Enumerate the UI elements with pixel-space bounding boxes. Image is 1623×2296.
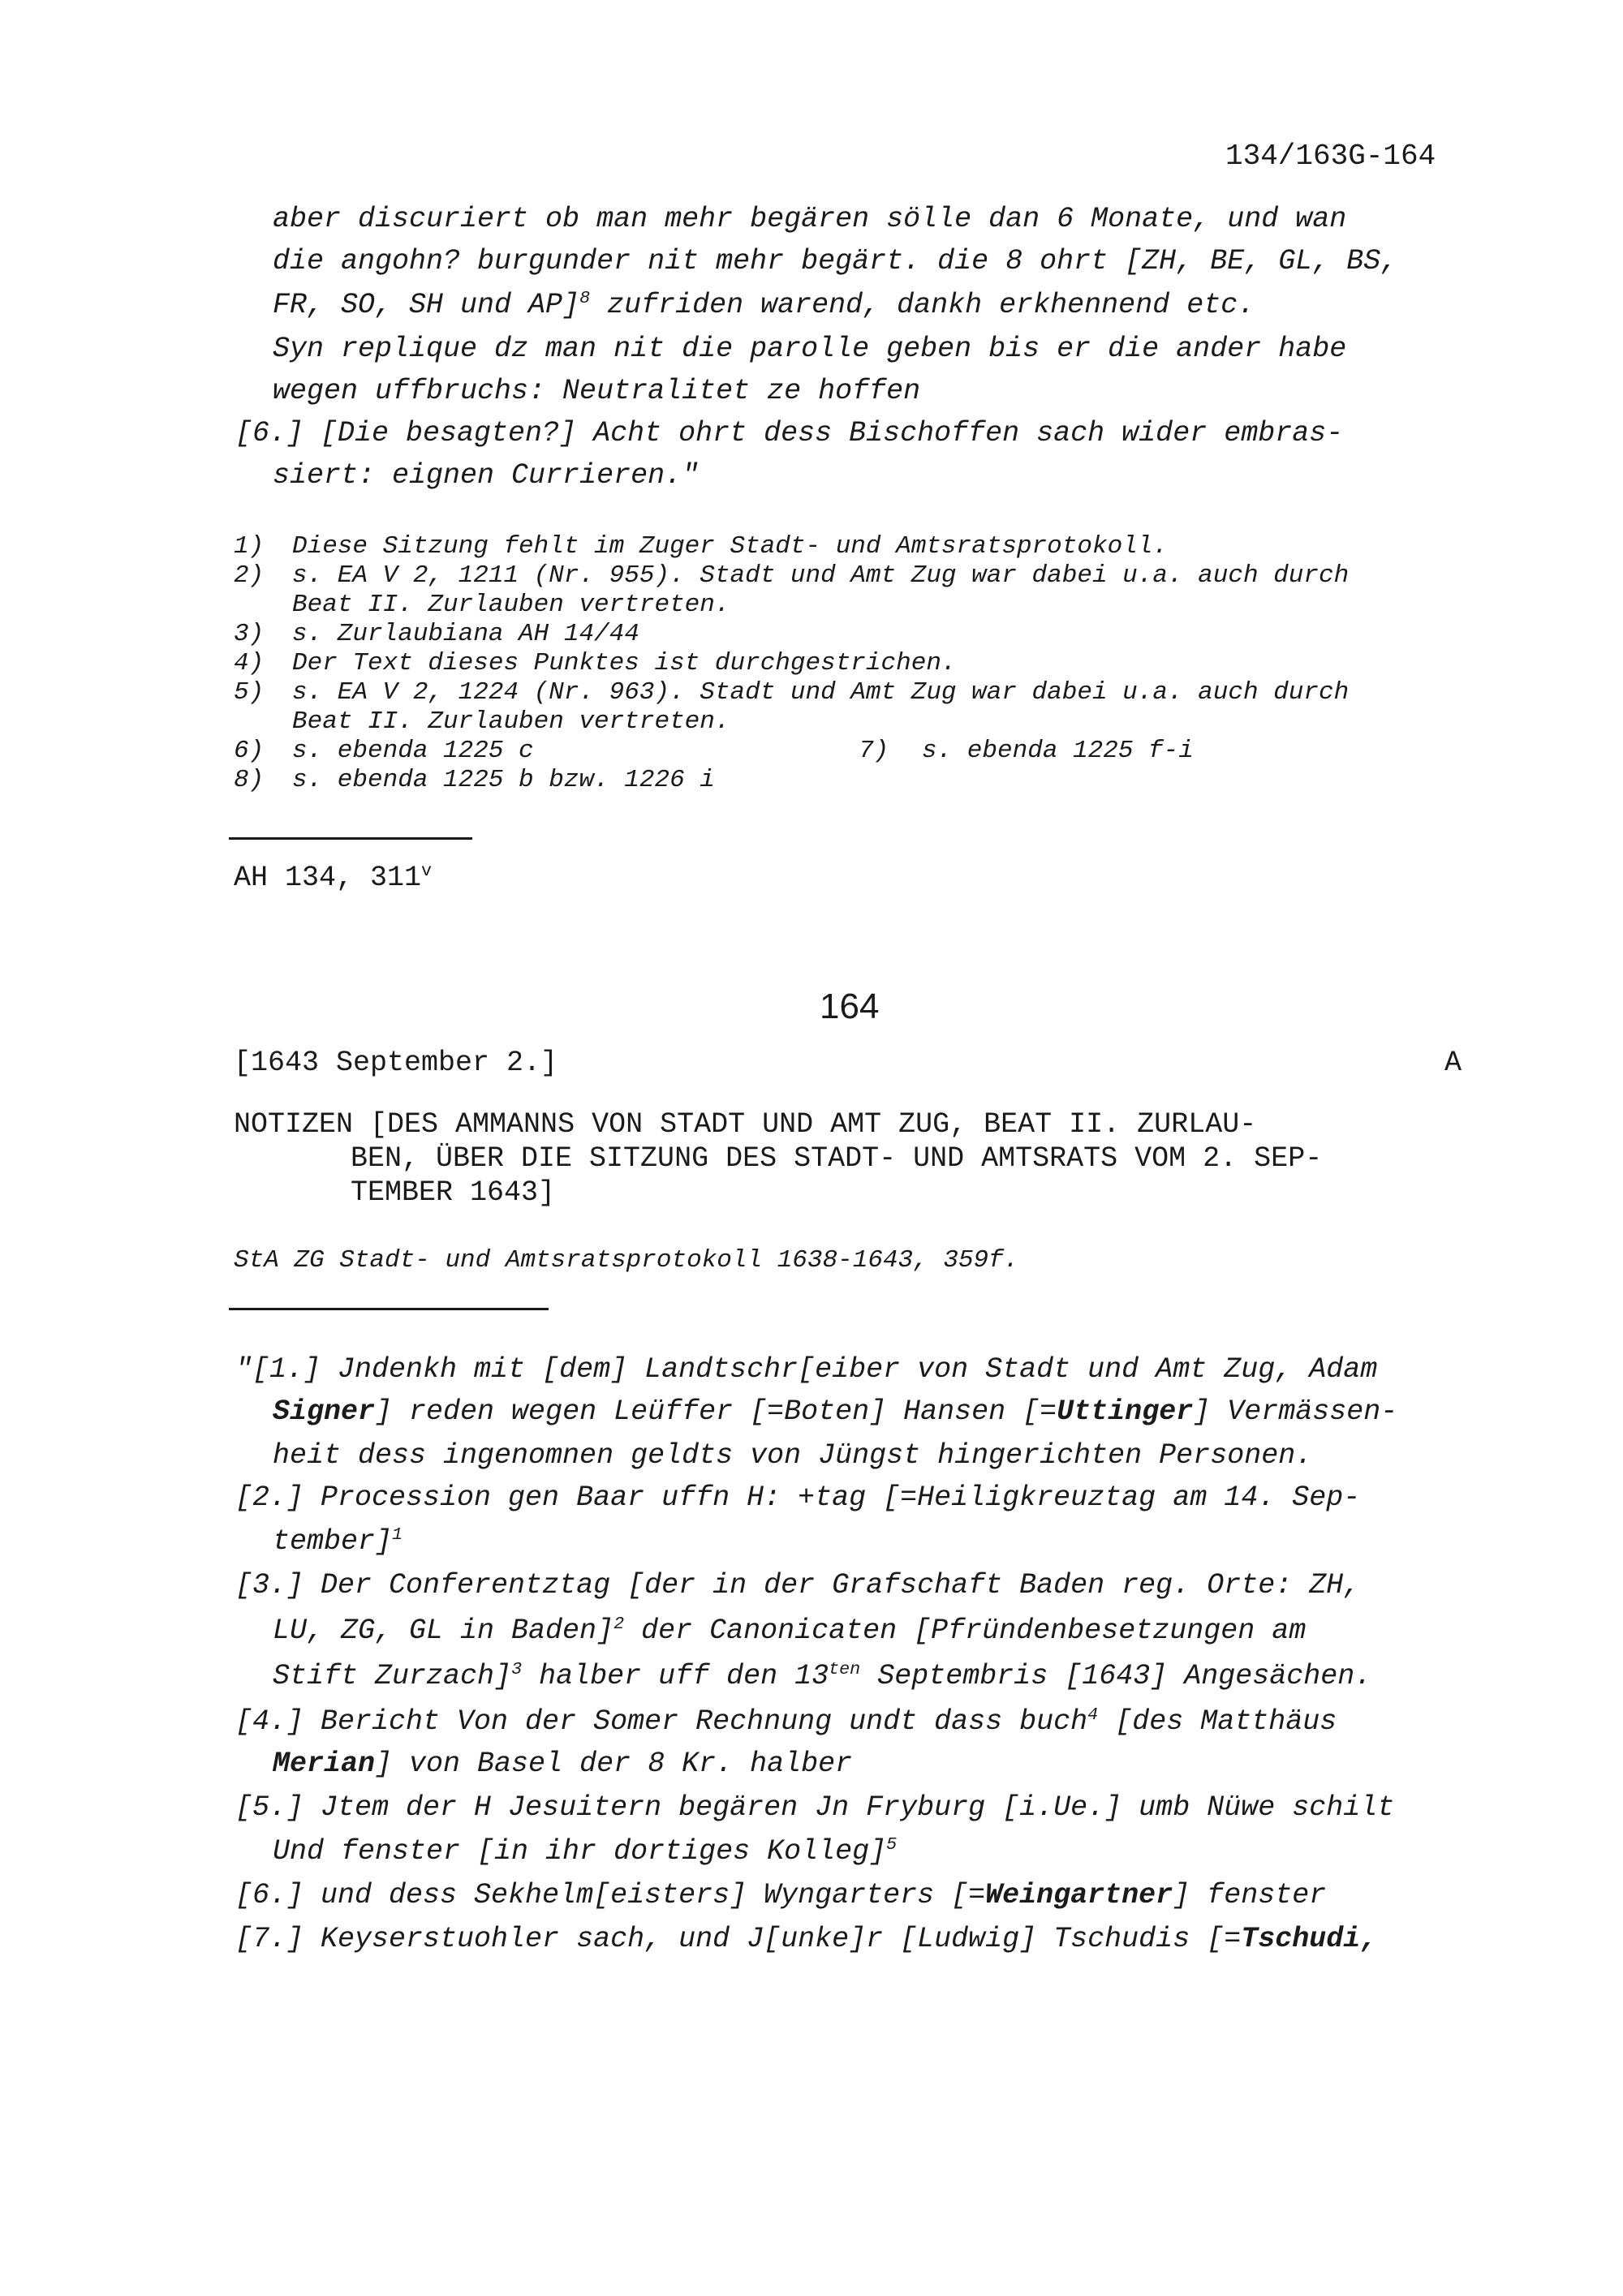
footnote-text: s. ebenda 1225 b bzw. 1226 i bbox=[292, 766, 715, 794]
source-reference: AH 134, 311$^v$ bbox=[234, 861, 433, 894]
text-line: Stift Zurzach]$^3$ halber uff den $13^{ten}$ Septembris [1643] Angesächen. bbox=[273, 1659, 1372, 1692]
text-line: siert: eignen Currieren." bbox=[273, 459, 700, 492]
footnote-text: s. ebenda 1225 f-i bbox=[922, 737, 1194, 765]
text-line: [4.] Bericht Von der Somer Rechnung undt dass buch$^4$ [des Matthäus bbox=[235, 1705, 1337, 1738]
document-marker: A bbox=[1444, 1047, 1462, 1079]
text-line: [7.] Keyserstuohler sach, und J[unke]r [Ludwig] Tschudis [=Tschudi, bbox=[235, 1923, 1378, 1955]
text-line: Merian] von Basel der 8 Kr. halber bbox=[273, 1748, 853, 1780]
footnote-ref: 8 bbox=[579, 288, 591, 309]
document-number: 164 bbox=[820, 987, 880, 1026]
text-line: Syn replique dz man nit die parolle geben bis er die ander habe bbox=[273, 333, 1347, 365]
footnote-number: 3) bbox=[234, 620, 265, 648]
document-date: [1643 September 2.] bbox=[234, 1047, 558, 1079]
footnote-number: 4) bbox=[234, 649, 265, 677]
text-line: "[1.] Jndenkh mit [dem] Landtschr[eiber von Stadt und Amt Zug, Adam bbox=[235, 1353, 1378, 1386]
text-line: die angohn? burgunder nit mehr begärt. die 8 ohrt [ZH, BE, GL, BS, bbox=[273, 245, 1398, 277]
footnote-number: 2) bbox=[234, 561, 265, 590]
text-line: [5.] Jtem der H Jesuitern begären Jn Fryburg [i.Ue.] umb Nüwe schilt bbox=[235, 1791, 1395, 1824]
footnote-number: 1) bbox=[234, 532, 265, 561]
text-line: Und fenster [in ihr dortiges Kolleg]$^5$ bbox=[273, 1834, 898, 1868]
separator-rule bbox=[229, 1308, 549, 1310]
footnote-text: Beat II. Zurlauben vertreten. bbox=[292, 591, 730, 619]
document-title-line: TEMBER 1643] bbox=[351, 1176, 556, 1209]
footnote-number: 6) bbox=[234, 737, 265, 765]
text-line: [6.] [Die besagten?] Acht ohrt dess Bischoffen sach wider embras- bbox=[235, 417, 1344, 449]
text-line: [3.] Der Conferentztag [der in der Grafschaft Baden reg. Orte: ZH, bbox=[235, 1569, 1361, 1602]
footnote-number: 8) bbox=[234, 766, 265, 794]
footnote-text: Beat II. Zurlauben vertreten. bbox=[292, 707, 730, 736]
page-reference: 134/163G-164 bbox=[1225, 140, 1436, 173]
footnote-number: 7) bbox=[859, 737, 889, 765]
document-title-line: BEN, ÜBER DIE SITZUNG DES STADT- UND AMTSRATS VOM 2. SEP- bbox=[351, 1142, 1323, 1175]
footnote-text: Der Text dieses Punktes ist durchgestrichen. bbox=[292, 649, 957, 677]
text-line: Signer] reden wegen Leüffer [=Boten] Hansen [=Uttinger] Vermässen- bbox=[273, 1395, 1398, 1428]
footnote-text: s. EA V 2, 1211 (Nr. 955). Stadt und Amt Zug war dabei u.a. auch durch bbox=[292, 561, 1350, 590]
text-line: tember]$^1$ bbox=[273, 1524, 403, 1558]
document-title-line: NOTIZEN [DES AMMANNS VON STADT UND AMT ZUG, BEAT II. ZURLAU- bbox=[234, 1108, 1257, 1141]
text-line: heit dess ingenomnen geldts von Jüngst hingerichten Personen. bbox=[273, 1439, 1313, 1472]
footnote-number: 5) bbox=[234, 678, 265, 707]
footnote-text: Diese Sitzung fehlt im Zuger Stadt- und Amtsratsprotokoll. bbox=[292, 532, 1168, 561]
text-line: [6.] und dess Sekhelm[eisters] Wyngarters [=Weingartner] fenster bbox=[235, 1879, 1327, 1911]
footnote-text: s. ebenda 1225 c bbox=[292, 737, 534, 765]
footnote-text: s. EA V 2, 1224 (Nr. 963). Stadt und Amt Zug war dabei u.a. auch durch bbox=[292, 678, 1350, 707]
text-line: wegen uffbruchs: Neutralitet ze hoffen bbox=[273, 375, 921, 407]
archive-source: StA ZG Stadt- und Amtsratsprotokoll 1638-1643, 359f. bbox=[234, 1246, 1019, 1275]
text-line: [2.] Procession gen Baar uffn H: +tag [=Heiligkreuztag am 14. Sep- bbox=[235, 1481, 1361, 1514]
text-line: FR, SO, SH und AP]$^8$ zufriden warend, dankh erkhennend etc. bbox=[273, 288, 1255, 321]
text-line: aber discuriert ob man mehr begären sölle dan 6 Monate, und wan bbox=[273, 203, 1347, 235]
footnote-text: s. Zurlaubiana AH 14/44 bbox=[292, 620, 639, 648]
separator-rule bbox=[229, 837, 472, 840]
text-line: LU, ZG, GL in Baden]$^2$ der Canonicaten [Pfründenbesetzungen am bbox=[273, 1614, 1307, 1647]
